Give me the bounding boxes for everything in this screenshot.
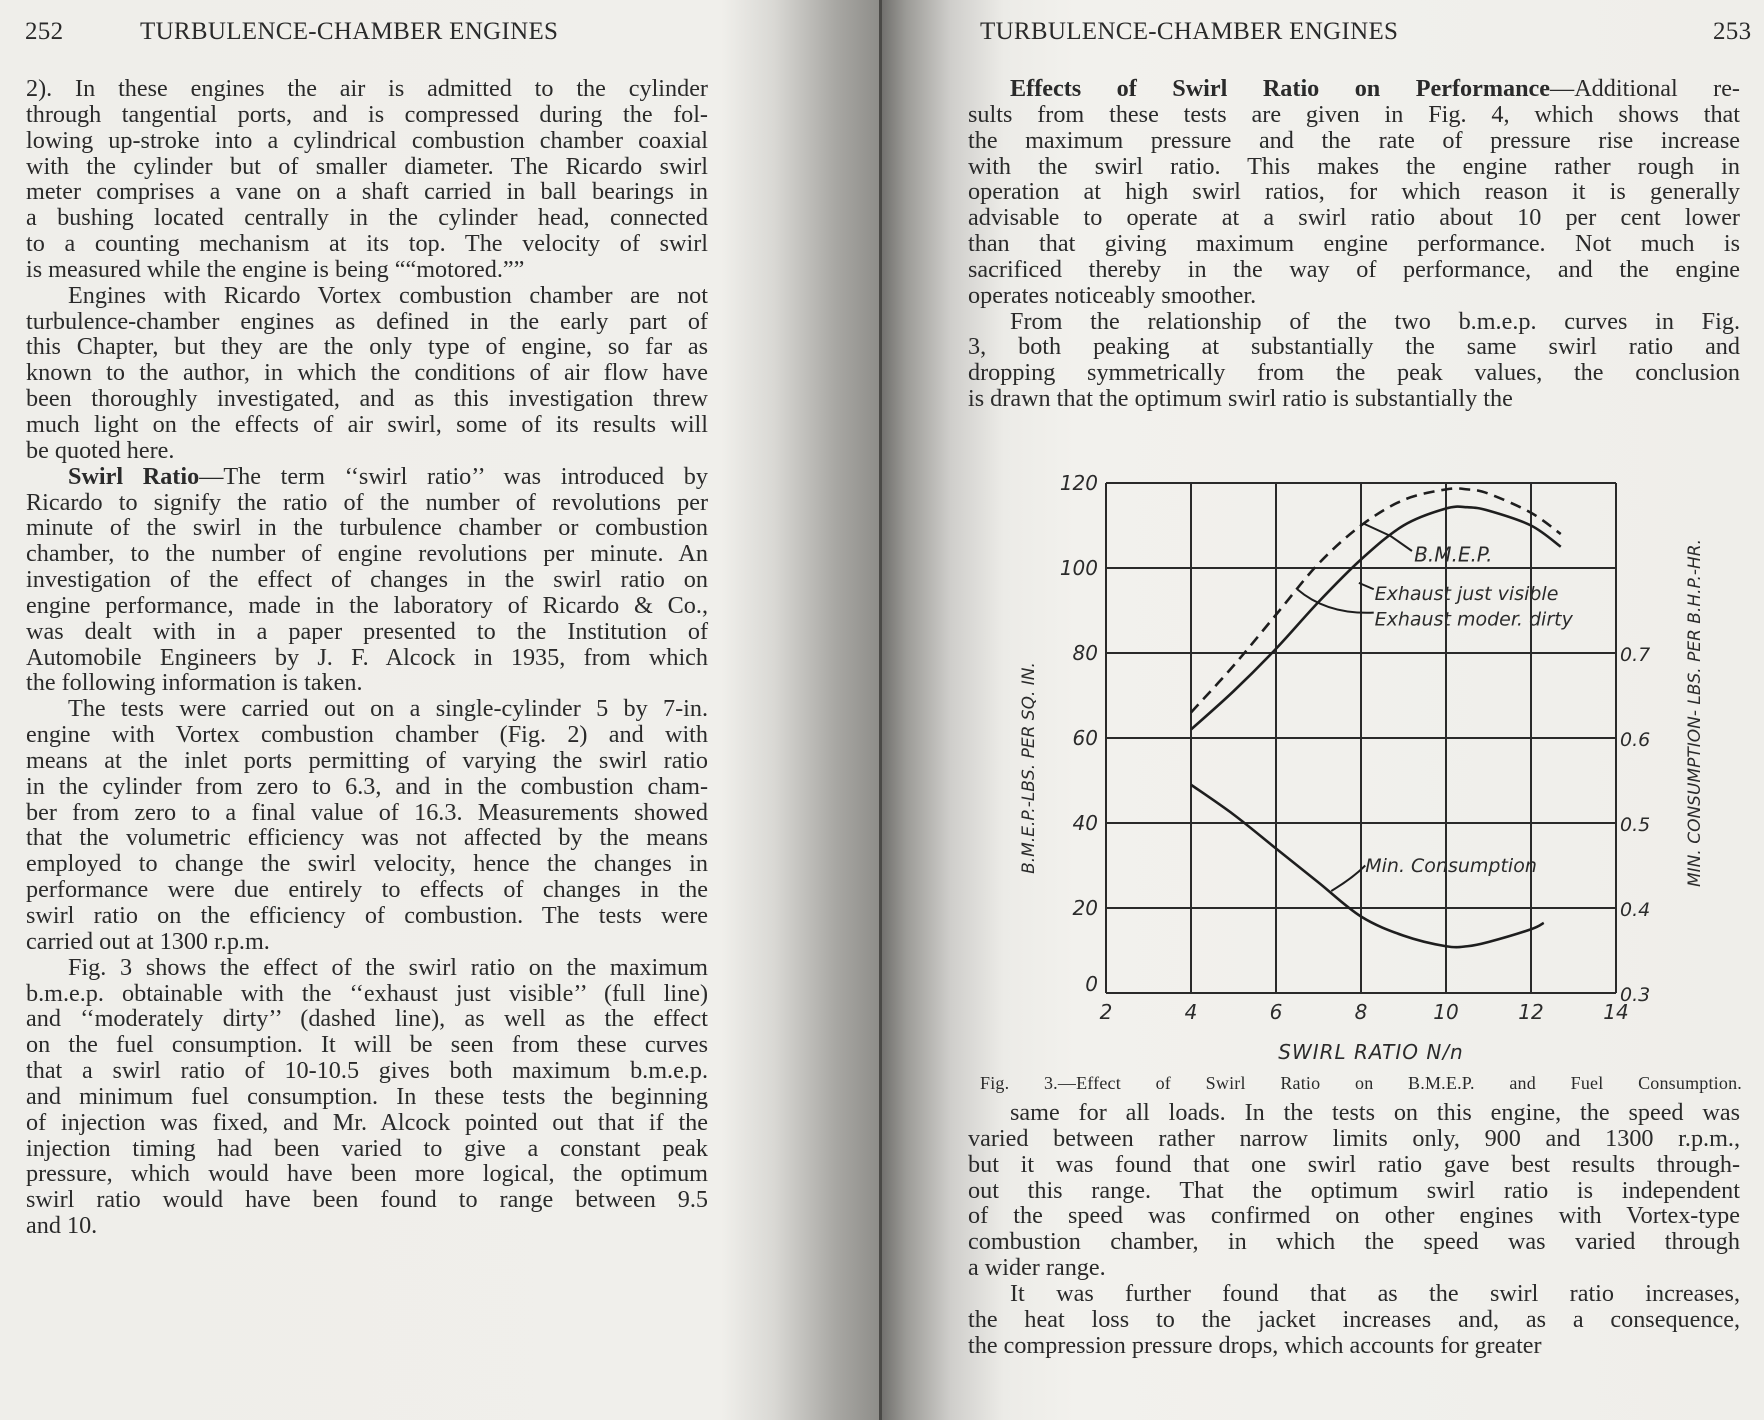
text-line: employed to change the swirl velocity, hence the changes in bbox=[26, 850, 708, 878]
text-line: means at the inlet ports permitting of varying the swirl ratio bbox=[26, 746, 708, 774]
text-line: sacrificed thereby in the way of performance, and the engine bbox=[968, 255, 1740, 283]
text-line: lowing up-stroke into a cylindrical combustion chamber coaxial bbox=[26, 126, 708, 154]
y-axis-label: B.M.E.P.-LBS. PER SQ. IN. bbox=[1019, 662, 1039, 874]
y-tick-label: 120 bbox=[1059, 471, 1098, 495]
text-line bbox=[968, 76, 1740, 102]
text-line: with the swirl ratio. This makes the engine rather rough in bbox=[968, 152, 1740, 180]
y-right-tick-label: 0.4 bbox=[1620, 899, 1651, 921]
text-line: injection timing had been varied to give a constant peak bbox=[26, 1134, 708, 1162]
x-tick-label: 10 bbox=[1433, 1000, 1459, 1024]
text-line: combustion chamber, in which the speed was varied through bbox=[968, 1228, 1740, 1256]
x-tick-label: 12 bbox=[1518, 1000, 1544, 1024]
running-head-right: TURBULENCE-CHAMBER ENGINES bbox=[980, 18, 1399, 45]
text-line: dropping symmetrically from the peak values, the conclusion bbox=[968, 359, 1740, 387]
text-line: pressure, which would have been more logical, the optimum bbox=[26, 1160, 708, 1188]
text-line: out this range. That the optimum swirl ratio is independent bbox=[968, 1176, 1740, 1204]
text-line: Fig. 3 shows the effect of the swirl ratio on the maximum bbox=[68, 953, 708, 981]
text-line: the heat loss to the jacket increases and, as a consequence, bbox=[968, 1305, 1740, 1333]
right-bottom-body-text bbox=[968, 1100, 1740, 1358]
text-line: that a swirl ratio of 10-10.5 gives both maximum b.m.e.p. bbox=[26, 1057, 708, 1085]
text-line: than that giving maximum engine performance. Not much is bbox=[968, 230, 1740, 258]
text-line: engine performance, made in the laboratory of Ricardo & Co., bbox=[26, 591, 708, 619]
text-line: that the volumetric efficiency was not affected by the means bbox=[26, 824, 708, 852]
text-line: 3, both peaking at substantially the same swirl ratio and bbox=[968, 333, 1740, 361]
text-line: is measured while the engine is being ““motored.”” bbox=[26, 255, 525, 283]
text-line: of the speed was confirmed on other engines with Vortex-type bbox=[968, 1202, 1740, 1230]
text-line: but it was found that one swirl ratio gave best results through- bbox=[968, 1150, 1740, 1178]
text-line: The tests were carried out on a single-cylinder 5 by 7-in. bbox=[68, 695, 708, 723]
text-line: and ‘‘moderately dirty’’ (dashed line), as well as the effect bbox=[26, 1005, 708, 1033]
text-line: turbulence-chamber engines as defined in the early part of bbox=[26, 307, 708, 335]
annotation-min-consumption: Min. Consumption bbox=[1365, 854, 1537, 877]
text-line: minute of the swirl in the turbulence chamber or combustion bbox=[26, 514, 708, 542]
caption-prefix: Fig. 3. bbox=[980, 1073, 1058, 1093]
y-right-tick-label: 0.5 bbox=[1620, 814, 1651, 836]
caption-text: —Effect of Swirl Ratio on B.M.E.P. and Fuel Consumption. bbox=[1057, 1073, 1742, 1093]
section-heading: Swirl Ratio bbox=[68, 462, 200, 490]
text-line: was dealt with in a paper presented to the Institution of bbox=[26, 617, 708, 645]
text-line: been thoroughly investigated, and as this investigation threw bbox=[26, 385, 708, 413]
exhaust-dirty-leader-line bbox=[1297, 589, 1374, 613]
page-number-left: 252 bbox=[25, 18, 64, 45]
book-spine bbox=[879, 0, 882, 1420]
section-heading: Effects of Swirl Ratio on Performance bbox=[1010, 75, 1551, 102]
y-tick-label: 100 bbox=[1059, 556, 1098, 580]
text-line: varied between rather narrow limits only, 900 and 1300 r.p.m., bbox=[968, 1124, 1740, 1152]
text-line: performance were due entirely to effects of changes in the bbox=[26, 876, 708, 904]
text-line: operation at high swirl ratios, for which reason it is generally bbox=[968, 178, 1740, 206]
y-tick-label: 60 bbox=[1072, 726, 1098, 750]
text-line: chamber, to the number of engine revolutions per minute. An bbox=[26, 540, 708, 568]
text-line: this Chapter, but they are the only type of engine, so far as bbox=[26, 333, 708, 361]
figure-caption bbox=[980, 1073, 1742, 1094]
text-line: operates noticeably smoother. bbox=[968, 281, 1257, 309]
y-tick-label: 80 bbox=[1072, 641, 1098, 665]
text-line: b.m.e.p. obtainable with the ‘‘exhaust just visible’’ (full line) bbox=[26, 979, 708, 1007]
x-tick-label: 2 bbox=[1099, 1000, 1113, 1024]
text-line: be quoted here. bbox=[26, 436, 175, 464]
left-page bbox=[0, 0, 880, 1420]
text-line: the compression pressure drops, which accounts for greater bbox=[968, 1331, 1542, 1359]
text-line: of injection was fixed, and Mr. Alcock pointed out that if the bbox=[26, 1108, 708, 1136]
y-right-tick-label: 0.7 bbox=[1620, 644, 1651, 666]
text-line: Engines with Ricardo Vortex combustion chamber are not bbox=[68, 281, 708, 309]
text-line: known to the author, in which the conditions of air flow have bbox=[26, 359, 708, 387]
text-line: meter comprises a vane on a shaft carried in ball bearings in bbox=[26, 178, 708, 206]
page-number-right: 253 bbox=[1713, 18, 1752, 45]
running-head-left: TURBULENCE-CHAMBER ENGINES bbox=[140, 18, 559, 45]
text-line: and minimum fuel consumption. In these tests the beginning bbox=[26, 1082, 708, 1110]
text-line-rest: —Additional re- bbox=[1550, 75, 1740, 102]
text-line: in the cylinder from zero to 6.3, and in the combustion cham- bbox=[26, 772, 708, 800]
text-line: much light on the effects of air swirl, some of its results will bbox=[26, 410, 708, 438]
text-line: and 10. bbox=[26, 1212, 98, 1240]
x-tick-label: 4 bbox=[1184, 1000, 1198, 1024]
y-tick-label: 20 bbox=[1072, 896, 1098, 920]
text-line: advisable to operate at a swirl ratio about 10 per cent lower bbox=[968, 204, 1740, 232]
text-line: Ricardo to signify the ratio of the number of revolutions per bbox=[26, 488, 708, 516]
text-line bbox=[26, 464, 708, 490]
text-line: swirl ratio would have been found to range between 9.5 bbox=[26, 1186, 708, 1214]
annotation-exhaust-moder-dirty: Exhaust moder. dirty bbox=[1374, 608, 1573, 631]
text-line: swirl ratio on the efficiency of combustion. The tests were bbox=[26, 902, 708, 929]
annotation-bmep: B.M.E.P. bbox=[1414, 542, 1493, 567]
y-right-tick-label: 0.6 bbox=[1620, 729, 1651, 751]
y-tick-label: 0 bbox=[1085, 972, 1098, 996]
text-line-rest: —The term ‘‘swirl ratio’’ was introduced by bbox=[199, 462, 708, 490]
text-line: is drawn that the optimum swirl ratio is substantially the bbox=[968, 385, 1513, 413]
text-line: ber from zero to a final value of 16.3. Measurements showed bbox=[26, 798, 708, 826]
text-line: investigation of the effect of changes in the swirl ratio on bbox=[26, 566, 708, 594]
x-tick-label: 8 bbox=[1354, 1000, 1368, 1024]
text-line: engine with Vortex combustion chamber (Fig. 2) and with bbox=[26, 721, 708, 749]
right-top-body-text bbox=[968, 76, 1740, 412]
text-line: on the fuel consumption. It will be seen from these curves bbox=[26, 1031, 708, 1059]
text-line: a bushing located centrally in the cylinder head, connected bbox=[26, 204, 708, 232]
left-body-text bbox=[26, 76, 708, 1239]
text-line: the maximum pressure and the rate of pressure rise increase bbox=[968, 126, 1740, 154]
text-line: a wider range. bbox=[968, 1254, 1106, 1282]
text-line: the following information is taken. bbox=[26, 669, 363, 697]
x-axis-label: SWIRL RATIO N/n bbox=[1278, 1040, 1464, 1060]
y-tick-label: 40 bbox=[1072, 811, 1098, 835]
text-line: to a counting mechanism at its top. The velocity of swirl bbox=[26, 230, 708, 258]
text-line: From the relationship of the two b.m.e.p. curves in Fig. bbox=[1010, 307, 1740, 335]
text-line: 2). In these engines the air is admitted to the cylinder bbox=[26, 75, 708, 102]
text-line: carried out at 1300 r.p.m. bbox=[26, 927, 270, 955]
x-tick-label: 6 bbox=[1269, 1000, 1283, 1024]
fig3-chart bbox=[1000, 420, 1760, 1060]
x-tick-label: 14 bbox=[1603, 1000, 1629, 1024]
text-line: It was further found that as the swirl ratio increases, bbox=[1010, 1279, 1740, 1307]
text-line: same for all loads. In the tests on this engine, the speed was bbox=[1010, 1099, 1740, 1126]
text-line: Automobile Engineers by J. F. Alcock in 1935, from which bbox=[26, 643, 708, 671]
text-line: through tangential ports, and is compressed during the fol- bbox=[26, 100, 708, 128]
text-line: with the cylinder but of smaller diameter. The Ricardo swirl bbox=[26, 152, 708, 180]
annotation-exhaust-just-visible: Exhaust just visible bbox=[1374, 582, 1559, 605]
y-right-tick-label: 0.3 bbox=[1620, 984, 1651, 1006]
text-line: sults from these tests are given in Fig. 4, which shows that bbox=[968, 100, 1740, 128]
y-right-axis-label: MIN. CONSUMPTION- LBS. PER B.H.P.-HR. bbox=[1685, 538, 1705, 888]
